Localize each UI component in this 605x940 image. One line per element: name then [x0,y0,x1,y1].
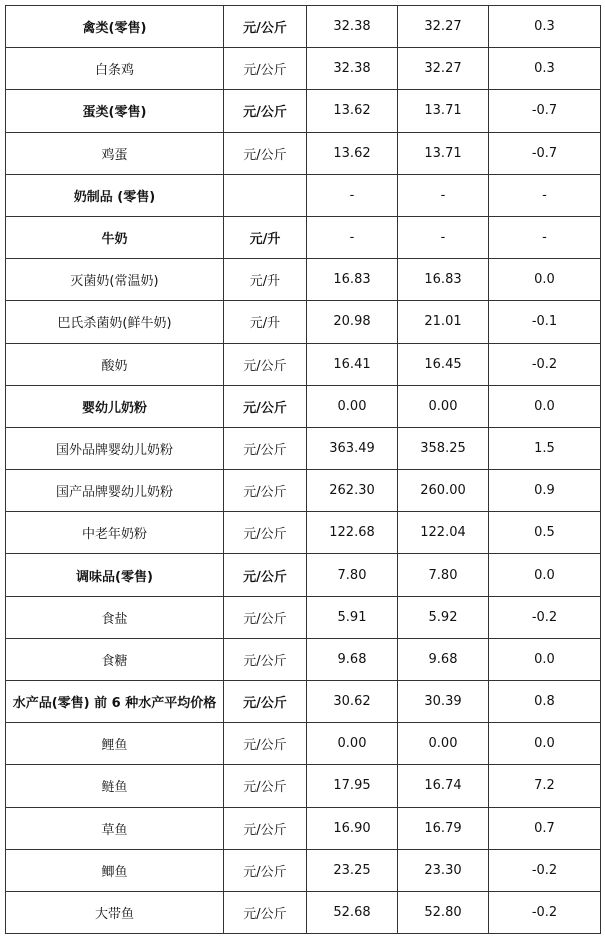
item-name-cell: 食糖 [6,638,224,680]
previous-price-cell: 32.27 [398,6,489,48]
unit-cell: 元/公斤 [224,681,307,723]
change-percent-cell: 0.0 [489,259,601,301]
item-name-cell: 鸡蛋 [6,132,224,174]
current-price-cell: 363.49 [307,427,398,469]
previous-price-cell: 0.00 [398,723,489,765]
previous-price-cell: 23.30 [398,849,489,891]
change-percent-cell: 0.0 [489,385,601,427]
item-name-cell: 大带鱼 [6,891,224,933]
current-price-cell: 7.80 [307,554,398,596]
item-name-cell: 国外品牌婴幼儿奶粉 [6,427,224,469]
unit-cell: 元/公斤 [224,90,307,132]
current-price-cell: 13.62 [307,132,398,174]
table-row [6,90,601,132]
current-price-cell: - [307,174,398,216]
item-name-cell: 国产品牌婴幼儿奶粉 [6,470,224,512]
unit-cell: 元/公斤 [224,385,307,427]
change-percent-cell: 0.5 [489,512,601,554]
unit-cell: 元/公斤 [224,849,307,891]
unit-cell: 元/公斤 [224,596,307,638]
item-name-cell: 草鱼 [6,807,224,849]
previous-price-cell: 358.25 [398,427,489,469]
previous-price-cell: 16.83 [398,259,489,301]
item-name-cell: 中老年奶粉 [6,512,224,554]
table-row [6,765,601,807]
unit-cell: 元/公斤 [224,807,307,849]
current-price-cell: 122.68 [307,512,398,554]
current-price-cell: 17.95 [307,765,398,807]
item-name-cell: 白条鸡 [6,48,224,90]
current-price-cell: 32.38 [307,48,398,90]
unit-cell: 元/公斤 [224,343,307,385]
previous-price-cell: 16.74 [398,765,489,807]
unit-cell: 元/公斤 [224,765,307,807]
table-row [6,470,601,512]
current-price-cell: 23.25 [307,849,398,891]
item-name-cell: 牛奶 [6,216,224,258]
change-percent-cell: -0.2 [489,596,601,638]
table-row [6,6,601,48]
unit-cell: 元/公斤 [224,48,307,90]
change-percent-cell: -0.7 [489,90,601,132]
change-percent-cell: 0.3 [489,48,601,90]
table-row [6,48,601,90]
table-row [6,427,601,469]
previous-price-cell: 0.00 [398,385,489,427]
previous-price-cell: - [398,174,489,216]
current-price-cell: 16.41 [307,343,398,385]
current-price-cell: 13.62 [307,90,398,132]
item-name-cell: 婴幼儿奶粉 [6,385,224,427]
item-name-cell: 奶制品 (零售) [6,174,224,216]
change-percent-cell: 0.3 [489,6,601,48]
table-row [6,132,601,174]
current-price-cell: 16.83 [307,259,398,301]
current-price-cell: 0.00 [307,385,398,427]
table-row [6,723,601,765]
table-row [6,849,601,891]
unit-cell: 元/升 [224,259,307,301]
table-row [6,681,601,723]
unit-cell: 元/公斤 [224,891,307,933]
change-percent-cell: 0.9 [489,470,601,512]
current-price-cell: - [307,216,398,258]
item-name-cell: 禽类(零售) [6,6,224,48]
current-price-cell: 32.38 [307,6,398,48]
item-name-cell: 灭菌奶(常温奶) [6,259,224,301]
current-price-cell: 16.90 [307,807,398,849]
previous-price-cell: 5.92 [398,596,489,638]
previous-price-cell: 52.80 [398,891,489,933]
previous-price-cell: 13.71 [398,90,489,132]
previous-price-cell: 16.45 [398,343,489,385]
item-name-cell: 巴氏杀菌奶(鲜牛奶) [6,301,224,343]
unit-cell: 元/公斤 [224,132,307,174]
previous-price-cell: 16.79 [398,807,489,849]
item-name-cell: 鲢鱼 [6,765,224,807]
unit-cell: 元/公斤 [224,638,307,680]
previous-price-cell: 13.71 [398,132,489,174]
current-price-cell: 5.91 [307,596,398,638]
previous-price-cell: - [398,216,489,258]
unit-cell: 元/公斤 [224,723,307,765]
change-percent-cell: -0.2 [489,343,601,385]
change-percent-cell: 0.0 [489,554,601,596]
unit-cell: 元/公斤 [224,512,307,554]
change-percent-cell: 0.0 [489,638,601,680]
item-name-cell: 蛋类(零售) [6,90,224,132]
current-price-cell: 52.68 [307,891,398,933]
change-percent-cell: -0.2 [489,891,601,933]
table-row [6,343,601,385]
item-name-cell: 水产品(零售) 前 6 种水产平均价格 [6,681,224,723]
change-percent-cell: -0.1 [489,301,601,343]
table-row [6,385,601,427]
item-name-cell: 食盐 [6,596,224,638]
previous-price-cell: 260.00 [398,470,489,512]
change-percent-cell: -0.2 [489,849,601,891]
table-row [6,512,601,554]
unit-cell [224,174,307,216]
price-table-body [6,6,601,934]
unit-cell: 元/公斤 [224,470,307,512]
table-row [6,807,601,849]
change-percent-cell: 1.5 [489,427,601,469]
table-row [6,259,601,301]
change-percent-cell: 0.8 [489,681,601,723]
current-price-cell: 262.30 [307,470,398,512]
previous-price-cell: 30.39 [398,681,489,723]
previous-price-cell: 122.04 [398,512,489,554]
table-row [6,301,601,343]
change-percent-cell: - [489,216,601,258]
table-row [6,174,601,216]
current-price-cell: 30.62 [307,681,398,723]
previous-price-cell: 21.01 [398,301,489,343]
table-row [6,596,601,638]
unit-cell: 元/升 [224,216,307,258]
table-row [6,891,601,933]
table-row [6,216,601,258]
item-name-cell: 酸奶 [6,343,224,385]
current-price-cell: 20.98 [307,301,398,343]
unit-cell: 元/公斤 [224,427,307,469]
unit-cell: 元/升 [224,301,307,343]
current-price-cell: 9.68 [307,638,398,680]
item-name-cell: 调味品(零售) [6,554,224,596]
unit-cell: 元/公斤 [224,6,307,48]
change-percent-cell: 0.7 [489,807,601,849]
current-price-cell: 0.00 [307,723,398,765]
table-row [6,554,601,596]
change-percent-cell: 7.2 [489,765,601,807]
previous-price-cell: 9.68 [398,638,489,680]
price-table [5,5,601,934]
change-percent-cell: - [489,174,601,216]
previous-price-cell: 7.80 [398,554,489,596]
change-percent-cell: -0.7 [489,132,601,174]
table-row [6,638,601,680]
item-name-cell: 鲤鱼 [6,723,224,765]
previous-price-cell: 32.27 [398,48,489,90]
item-name-cell: 鲫鱼 [6,849,224,891]
unit-cell: 元/公斤 [224,554,307,596]
change-percent-cell: 0.0 [489,723,601,765]
